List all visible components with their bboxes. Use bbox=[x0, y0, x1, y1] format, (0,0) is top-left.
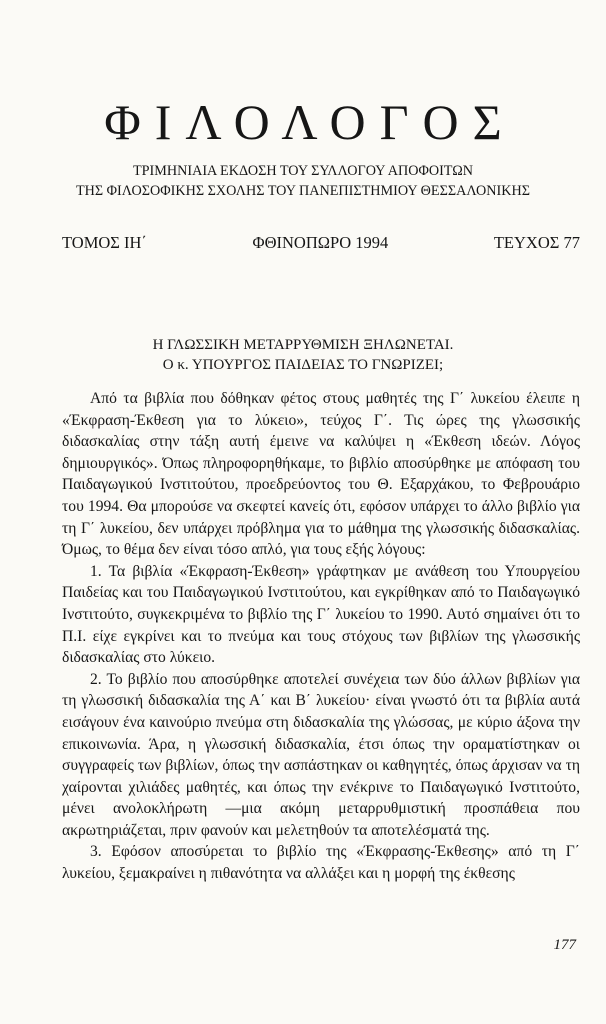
journal-subtitle-line2: ΤΗΣ ΦΙΛΟΣΟΦΙΚΗΣ ΣΧΟΛΗΣ ΤΟΥ ΠΑΝΕΠΙΣΤΗΜΙΟΥ ΘΕΣΣΑΛΟΝΙΚΗΣ bbox=[75, 183, 531, 199]
issue-number: ΤΕΥΧΟΣ 77 bbox=[493, 233, 580, 252]
journal-subtitle-line1: ΤΡΙΜΗΝΙΑΙΑ ΕΚΔΟΣΗ ΤΟΥ ΣΥΛΛΟΓΟΥ ΑΠΟΦΟΙΤΩΝ bbox=[132, 163, 474, 179]
page-number: 177 bbox=[553, 937, 576, 953]
article-paragraph-3: 2. Το βιβλίο που αποσύρθηκε αποτελεί συνέχεια των δύο άλλων βιβλίων για τη γλωσσική διδασκαλία της Α΄ και Β΄ λυκείου· είναι γνωστό ότι τα βιβλία αυτά εισάγουν ένα καινούριο πνεύμα στη διδασκαλία της γλώσσας, με κύριο άξονα την επικοινωνία. Άρα, η γλωσσική διδασκαλία, έτσι όπως την οραματίστηκαν οι συγγραφείς των βιβλίων, όπως την ασπάστηκαν οι καθηγητές, όπως άρχισαν να τη χαίρονται χιλιάδες μαθητές, και όπως την ενέκρινε το Παιδαγωγικό Ινστιτούτο, μένει ανολοκλήρωτη —μια ακόμη μεταρρυθμιστική προσπάθεια που ακρωτηριάζεται, πριν φανούν και μελετηθούν τα αποτελέσματά της. bbox=[62, 670, 580, 839]
issue-info bbox=[62, 233, 580, 253]
article-paragraph-4: 3. Εφόσον αποσύρεται το βιβλίο της «Έκφρασης-Έκθεσης» από τη Γ΄ λυκείου, ξεμακραίνει η πιθανότητα να αλλάξει και η μορφή της έκθεσης bbox=[62, 843, 580, 883]
article-body bbox=[62, 388, 580, 885]
article-headline-line1: Η ΓΛΩΣΣΙΚΗ ΜΕΤΑΡΡΥΘΜΙΣΗ ΞΗΛΩΝΕΤΑΙ. bbox=[152, 337, 454, 353]
journal-title: ΦΙΛΟΛΟΓΟΣ bbox=[104, 94, 516, 150]
article-paragraph-2: 1. Τα βιβλία «Έκφραση-Έκθεση» γράφτηκαν με ανάθεση του Υπουργείου Παιδείας και του Παιδαγωγικού Ινστιτούτου, και εγκρίθηκαν από το Παιδαγωγικό Ινστιτούτο, συγκεκριμένα το βιβλίο της Γ΄ λυκείου το 1990. Αυτό σημαίνει ότι το Π.Ι. είχε εγκρίνει και το πνεύμα και τους στόχους των βιβλίων της γλωσσικής διδασκαλίας στο λύκειο. bbox=[62, 562, 580, 667]
article-headline-line2: Ο κ. ΥΠΟΥΡΓΟΣ ΠΑΙΔΕΙΑΣ ΤΟ ΓΝΩΡΙΖΕΙ; bbox=[162, 357, 444, 373]
issue-season: ΦΘΙΝΟΠΩΡΟ 1994 bbox=[252, 233, 389, 252]
article-paragraph-1: Από τα βιβλία που δόθηκαν φέτος στους μαθητές της Γ΄ λυκείου έλειπε η «Έκφραση-Έκθεση για το λύκειο», τεύχος Γ΄. Τις ώρες της γλωσσικής διδασκαλίας στην τάξη αυτή έμεινε να καλύψει η «Έκθεση ιδεών. Λόγος δημιουργικός». Όπως πληροφορηθήκαμε, το βιβλίο αποσύρθηκε με απόφαση του Παιδαγωγικού Ινστιτούτου, προεδρεύοντος του Θ. Εξαρχάκου, το Φεβρουάριο του 1994. Θα μπορούσε να σκεφτεί κανείς ότι, εφόσον υπάρχει το άλλο βιβλίο για τη Γ΄ λυκείου, δεν υπάρχει πρόβλημα για το μάθημα της γλωσσικής διδασκαλίας. Όμως, το θέμα δεν είναι τόσο απλό, για τους εξής λόγους: bbox=[62, 390, 580, 559]
issue-volume: ΤΟΜΟΣ ΙΗ΄ bbox=[62, 233, 147, 252]
